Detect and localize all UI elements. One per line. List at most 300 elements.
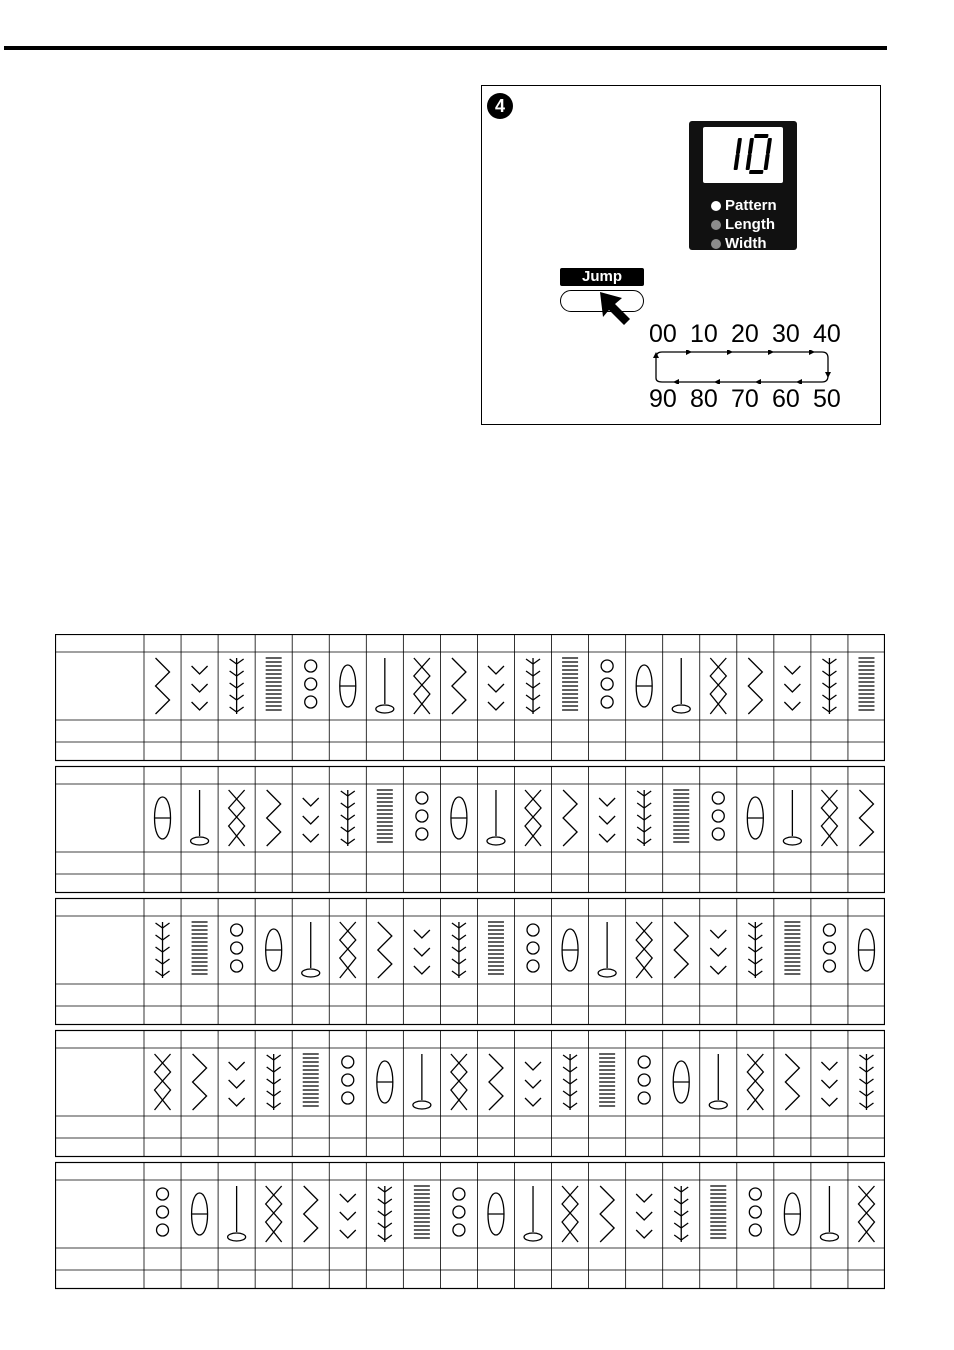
stitch-pattern-icon	[712, 792, 724, 840]
stitch-pattern-icon	[525, 790, 541, 846]
feather-branch-icon	[829, 671, 836, 676]
feather-branch-icon	[452, 971, 459, 976]
mode-indicator-dot	[711, 201, 721, 211]
feather-branch-icon	[755, 959, 762, 964]
stitch-pattern-icon	[489, 1054, 503, 1110]
stitch-pattern-icon	[599, 1054, 615, 1106]
zigzag-stitch-icon	[748, 658, 762, 714]
stitch-pattern-icon	[820, 1186, 838, 1241]
chevron-stitch-icon	[784, 684, 800, 692]
feather-branch-icon	[237, 671, 244, 676]
chevron-stitch-icon	[229, 1062, 245, 1070]
feather-branch-icon	[748, 971, 755, 976]
zigzag-stitch-icon	[785, 1054, 799, 1110]
feather-branch-icon	[348, 803, 355, 808]
mode-label: Pattern	[725, 197, 777, 214]
zigzag-stitch-icon	[267, 790, 281, 846]
scallop-stitch-icon	[823, 942, 835, 954]
stitch-pattern-icon	[859, 1054, 873, 1110]
feather-branch-icon	[822, 671, 829, 676]
feather-branch-icon	[533, 683, 540, 688]
feather-branch-icon	[378, 1223, 385, 1228]
stitch-pattern-icon	[452, 922, 466, 978]
feather-branch-icon	[570, 1067, 577, 1072]
feather-branch-icon	[163, 935, 170, 940]
display-segment	[736, 138, 742, 154]
cross-stitch-icon	[229, 790, 245, 846]
feather-branch-icon	[674, 1223, 681, 1228]
feather-branch-icon	[755, 947, 762, 952]
stitch-pattern-icon	[524, 1186, 542, 1241]
feather-branch-icon	[533, 659, 540, 664]
chevron-stitch-icon	[303, 816, 319, 824]
feather-branch-icon	[526, 659, 533, 664]
stitch-pattern-icon	[784, 666, 800, 710]
stitch-pattern-icon	[673, 1061, 689, 1103]
buttonhole-foot-icon	[376, 705, 394, 713]
feather-branch-icon	[156, 971, 163, 976]
stitch-pattern-icon	[525, 1062, 541, 1106]
feather-branch-icon	[748, 947, 755, 952]
chevron-stitch-icon	[192, 702, 208, 710]
stitch-pattern-icon	[342, 1056, 354, 1104]
feather-branch-icon	[859, 1079, 866, 1084]
buttonhole-foot-icon	[302, 969, 320, 977]
sequence-value: 60	[772, 385, 800, 413]
feather-branch-icon	[822, 683, 829, 688]
stitch-pattern-icon	[305, 660, 317, 708]
stitch-pattern-icon	[303, 798, 319, 842]
sequence-value: 50	[813, 385, 841, 413]
scallop-stitch-icon	[342, 1092, 354, 1104]
group-border	[56, 899, 885, 1025]
chevron-stitch-icon	[821, 1098, 837, 1106]
scallop-stitch-icon	[342, 1056, 354, 1068]
feather-branch-icon	[563, 1103, 570, 1108]
chevron-stitch-icon	[340, 1194, 356, 1202]
chevron-stitch-icon	[303, 798, 319, 806]
scallop-stitch-icon	[749, 1188, 761, 1200]
feather-branch-icon	[274, 1103, 281, 1108]
chevron-stitch-icon	[414, 966, 430, 974]
stitch-pattern-icon	[562, 658, 578, 710]
feather-branch-icon	[526, 707, 533, 712]
scallop-stitch-icon	[823, 924, 835, 936]
chevron-stitch-icon	[636, 1212, 652, 1220]
scallop-stitch-icon	[712, 792, 724, 804]
cross-stitch-icon	[451, 1054, 467, 1110]
cross-stitch-icon	[562, 1186, 578, 1242]
stitch-pattern-icon	[710, 658, 726, 714]
feather-branch-icon	[859, 1103, 866, 1108]
scallop-stitch-icon	[712, 810, 724, 822]
feather-branch-icon	[230, 695, 237, 700]
feather-branch-icon	[230, 683, 237, 688]
stitch-pattern-icon	[157, 1188, 169, 1236]
stitch-pattern-icon	[638, 1056, 650, 1104]
scallop-stitch-icon	[453, 1206, 465, 1218]
step-badge: 4	[487, 93, 513, 119]
stitch-pattern-icon	[822, 658, 836, 714]
feather-branch-icon	[866, 1091, 873, 1096]
feather-branch-icon	[533, 695, 540, 700]
feather-branch-icon	[267, 1091, 274, 1096]
cross-stitch-icon	[636, 922, 652, 978]
stitch-pattern-icon	[488, 1193, 504, 1235]
stitch-pattern-icon	[228, 1186, 246, 1241]
stitch-pattern-icon	[156, 922, 170, 978]
stitch-pattern-icon	[821, 790, 837, 846]
stitch-pattern-icon	[858, 1186, 874, 1242]
seven-segment-display	[711, 131, 777, 179]
stitch-pattern-icon	[340, 1194, 356, 1238]
feather-branch-icon	[644, 791, 651, 796]
scallop-stitch-icon	[712, 828, 724, 840]
stitch-pattern-icon	[156, 658, 170, 714]
cross-stitch-icon	[858, 1186, 874, 1242]
buttonhole-foot-icon	[228, 1233, 246, 1241]
stitch-pattern-icon	[340, 665, 356, 707]
feather-branch-icon	[563, 1067, 570, 1072]
stitch-pattern-icon	[598, 922, 616, 977]
feather-branch-icon	[859, 1091, 866, 1096]
feather-branch-icon	[230, 659, 237, 664]
scallop-stitch-icon	[749, 1206, 761, 1218]
mode-pattern	[711, 196, 777, 215]
scallop-stitch-icon	[638, 1074, 650, 1086]
chevron-stitch-icon	[784, 702, 800, 710]
feather-branch-icon	[237, 659, 244, 664]
scallop-stitch-icon	[527, 942, 539, 954]
lcd-panel	[689, 121, 797, 250]
stitch-pattern-icon	[414, 930, 430, 974]
stitch-pattern-icon	[488, 666, 504, 710]
display-segment	[766, 138, 772, 154]
stitch-pattern-icon	[155, 1054, 171, 1110]
feather-branch-icon	[378, 1211, 385, 1216]
feather-branch-icon	[459, 959, 466, 964]
feather-branch-icon	[822, 707, 829, 712]
display-segment	[746, 154, 752, 170]
buttonhole-foot-icon	[672, 705, 690, 713]
feather-branch-icon	[644, 803, 651, 808]
feather-branch-icon	[533, 707, 540, 712]
stitch-pattern-icon	[783, 790, 801, 845]
sequence-value: 90	[649, 385, 677, 413]
chevron-stitch-icon	[710, 966, 726, 974]
top-rule	[4, 46, 887, 50]
sequence-value: 80	[690, 385, 718, 413]
feather-branch-icon	[348, 815, 355, 820]
feather-branch-icon	[385, 1223, 392, 1228]
feather-branch-icon	[526, 695, 533, 700]
sequence-value: 70	[731, 385, 759, 413]
feather-branch-icon	[341, 803, 348, 808]
feather-branch-icon	[452, 935, 459, 940]
scallop-stitch-icon	[231, 924, 243, 936]
chevron-stitch-icon	[192, 684, 208, 692]
scallop-stitch-icon	[749, 1224, 761, 1236]
chevron-stitch-icon	[784, 666, 800, 674]
mode-indicator-dot	[711, 220, 721, 230]
jump-label: Jump	[560, 268, 644, 286]
feather-branch-icon	[866, 1103, 873, 1108]
feather-branch-icon	[822, 659, 829, 664]
stitch-pattern-icon	[192, 666, 208, 710]
chevron-stitch-icon	[599, 816, 615, 824]
feather-branch-icon	[385, 1199, 392, 1204]
sequence-value: 00	[649, 320, 677, 348]
feather-branch-icon	[637, 827, 644, 832]
sequence-top	[649, 320, 854, 349]
feather-branch-icon	[385, 1187, 392, 1192]
feather-branch-icon	[267, 1067, 274, 1072]
chevron-stitch-icon	[821, 1080, 837, 1088]
zigzag-stitch-icon	[563, 790, 577, 846]
feather-branch-icon	[459, 935, 466, 940]
mode-label: Length	[725, 216, 775, 233]
stitch-pattern-icon	[340, 922, 356, 978]
scallop-stitch-icon	[527, 960, 539, 972]
stitch-pattern-icon	[414, 1186, 430, 1238]
feather-branch-icon	[163, 959, 170, 964]
chevron-stitch-icon	[229, 1080, 245, 1088]
jump-figure	[481, 85, 881, 425]
feather-branch-icon	[748, 935, 755, 940]
feather-branch-icon	[267, 1055, 274, 1060]
stitch-pattern-icon	[229, 1062, 245, 1106]
zigzag-stitch-icon	[859, 790, 873, 846]
stitch-pattern-icon	[673, 790, 689, 842]
cross-stitch-icon	[525, 790, 541, 846]
feather-branch-icon	[459, 923, 466, 928]
stitch-pattern-icon	[416, 792, 428, 840]
feather-branch-icon	[644, 839, 651, 844]
stitch-pattern-icon	[600, 1186, 614, 1242]
feather-branch-icon	[822, 695, 829, 700]
stitch-pattern-icon	[562, 929, 578, 971]
scallop-stitch-icon	[601, 678, 613, 690]
feather-branch-icon	[637, 839, 644, 844]
stitch-pattern-icon	[304, 1186, 318, 1242]
chevron-stitch-icon	[525, 1098, 541, 1106]
display-segment	[734, 154, 740, 170]
feather-branch-icon	[459, 947, 466, 952]
stitch-pattern-icon	[785, 1054, 799, 1110]
feather-branch-icon	[230, 671, 237, 676]
feather-branch-icon	[526, 671, 533, 676]
stitch-pattern-icon	[229, 790, 245, 846]
chevron-stitch-icon	[414, 948, 430, 956]
pattern-group	[55, 1162, 885, 1289]
chevron-stitch-icon	[488, 702, 504, 710]
zigzag-stitch-icon	[489, 1054, 503, 1110]
stitch-pattern-icon	[267, 1054, 281, 1110]
display-segment	[748, 138, 754, 154]
chevron-stitch-icon	[414, 930, 430, 938]
stitch-pattern-icon	[378, 1186, 392, 1242]
feather-branch-icon	[681, 1223, 688, 1228]
chevron-stitch-icon	[192, 666, 208, 674]
mode-label: Width	[725, 235, 767, 252]
feather-branch-icon	[267, 1103, 274, 1108]
stitch-pattern-icon	[303, 1054, 319, 1106]
feather-branch-icon	[452, 947, 459, 952]
feather-branch-icon	[829, 683, 836, 688]
feather-branch-icon	[385, 1235, 392, 1240]
scallop-stitch-icon	[453, 1224, 465, 1236]
stitch-pattern-icon	[859, 790, 873, 846]
chevron-stitch-icon	[636, 1194, 652, 1202]
pointer-arrow-icon	[596, 290, 636, 330]
stitch-pattern-icon	[230, 658, 244, 714]
feather-branch-icon	[674, 1211, 681, 1216]
stitch-pattern-icon	[231, 924, 243, 972]
feather-branch-icon	[526, 683, 533, 688]
stitch-pattern-icon	[488, 922, 504, 974]
scallop-stitch-icon	[157, 1224, 169, 1236]
feather-branch-icon	[237, 683, 244, 688]
stitch-pattern-icon	[527, 924, 539, 972]
stitch-pattern-icon	[636, 1194, 652, 1238]
feather-branch-icon	[829, 695, 836, 700]
feather-branch-icon	[156, 959, 163, 964]
feather-branch-icon	[748, 959, 755, 964]
pattern-group	[55, 634, 885, 761]
scallop-stitch-icon	[638, 1056, 650, 1068]
zigzag-stitch-icon	[674, 922, 688, 978]
feather-branch-icon	[237, 695, 244, 700]
feather-branch-icon	[755, 923, 762, 928]
chevron-stitch-icon	[525, 1062, 541, 1070]
stitch-pattern-icon	[451, 797, 467, 839]
mode-list	[711, 196, 777, 253]
feather-branch-icon	[644, 827, 651, 832]
stitch-pattern-icon	[563, 790, 577, 846]
chevron-stitch-icon	[599, 798, 615, 806]
chevron-stitch-icon	[488, 666, 504, 674]
stitch-pattern-icon	[749, 1188, 761, 1236]
feather-branch-icon	[378, 1235, 385, 1240]
stitch-pattern-icon	[710, 1186, 726, 1238]
stitch-pattern-icon	[710, 930, 726, 974]
scallop-stitch-icon	[416, 792, 428, 804]
stitch-pattern-icon	[636, 922, 652, 978]
feather-branch-icon	[341, 827, 348, 832]
scallop-stitch-icon	[601, 696, 613, 708]
scallop-stitch-icon	[453, 1188, 465, 1200]
feather-branch-icon	[163, 947, 170, 952]
feather-branch-icon	[866, 1067, 873, 1072]
feather-branch-icon	[637, 815, 644, 820]
stitch-pattern-icon	[672, 658, 690, 713]
scallop-stitch-icon	[416, 810, 428, 822]
stitch-pattern-icon	[413, 1054, 431, 1109]
stitch-pattern-icon	[451, 1054, 467, 1110]
stitch-pattern-icon	[784, 1193, 800, 1235]
feather-branch-icon	[156, 947, 163, 952]
mode-width	[711, 234, 777, 253]
feather-branch-icon	[748, 923, 755, 928]
chevron-stitch-icon	[636, 1230, 652, 1238]
chevron-stitch-icon	[710, 948, 726, 956]
stitch-pattern-icon	[341, 790, 355, 846]
zigzag-stitch-icon	[304, 1186, 318, 1242]
display-segment	[754, 134, 769, 138]
scallop-stitch-icon	[157, 1188, 169, 1200]
feather-branch-icon	[637, 791, 644, 796]
stitch-pattern-icon	[747, 797, 763, 839]
feather-branch-icon	[829, 707, 836, 712]
stitch-pattern-icon	[674, 922, 688, 978]
stitch-pattern-icon	[376, 658, 394, 713]
feather-branch-icon	[570, 1103, 577, 1108]
lcd-screen	[703, 127, 783, 183]
scallop-stitch-icon	[823, 960, 835, 972]
stitch-pattern-icon	[526, 658, 540, 714]
scallop-stitch-icon	[416, 828, 428, 840]
stitch-table-grid	[55, 634, 885, 1291]
feather-branch-icon	[348, 839, 355, 844]
feather-branch-icon	[866, 1079, 873, 1084]
chevron-stitch-icon	[229, 1098, 245, 1106]
zigzag-stitch-icon	[452, 658, 466, 714]
stitch-pattern-icon	[453, 1188, 465, 1236]
chevron-stitch-icon	[303, 834, 319, 842]
feather-branch-icon	[341, 815, 348, 820]
buttonhole-foot-icon	[487, 837, 505, 845]
stitch-pattern-icon	[191, 790, 209, 845]
feather-branch-icon	[274, 1091, 281, 1096]
feather-branch-icon	[755, 971, 762, 976]
display-segment	[764, 154, 770, 170]
stitch-pattern-icon	[637, 790, 651, 846]
feather-branch-icon	[674, 1187, 681, 1192]
chevron-stitch-icon	[599, 834, 615, 842]
stitch-pattern-icon	[377, 1061, 393, 1103]
display-segment	[749, 170, 764, 174]
feather-branch-icon	[163, 971, 170, 976]
sequence-bottom	[649, 385, 854, 414]
stitch-pattern-icon	[414, 658, 430, 714]
feather-branch-icon	[570, 1055, 577, 1060]
scallop-stitch-icon	[601, 660, 613, 672]
scallop-stitch-icon	[305, 696, 317, 708]
chevron-stitch-icon	[340, 1230, 356, 1238]
feather-branch-icon	[230, 707, 237, 712]
scallop-stitch-icon	[527, 924, 539, 936]
pattern-group	[55, 766, 885, 893]
mode-indicator-dot	[711, 239, 721, 249]
stitch-pattern-icon	[674, 1186, 688, 1242]
cross-stitch-icon	[340, 922, 356, 978]
feather-branch-icon	[378, 1199, 385, 1204]
stitch-pattern-icon	[784, 922, 800, 974]
stitch-pattern-icon	[193, 1054, 207, 1110]
scallop-stitch-icon	[342, 1074, 354, 1086]
feather-branch-icon	[859, 1067, 866, 1072]
feather-branch-icon	[274, 1055, 281, 1060]
scallop-stitch-icon	[231, 960, 243, 972]
stitch-pattern-icon	[858, 929, 874, 971]
stitch-pattern-icon	[267, 790, 281, 846]
stitch-pattern-icon	[748, 658, 762, 714]
scallop-stitch-icon	[305, 660, 317, 672]
feather-branch-icon	[681, 1235, 688, 1240]
feather-branch-icon	[570, 1091, 577, 1096]
sequence-value: 40	[813, 320, 841, 348]
stitch-pattern-icon	[487, 790, 505, 845]
